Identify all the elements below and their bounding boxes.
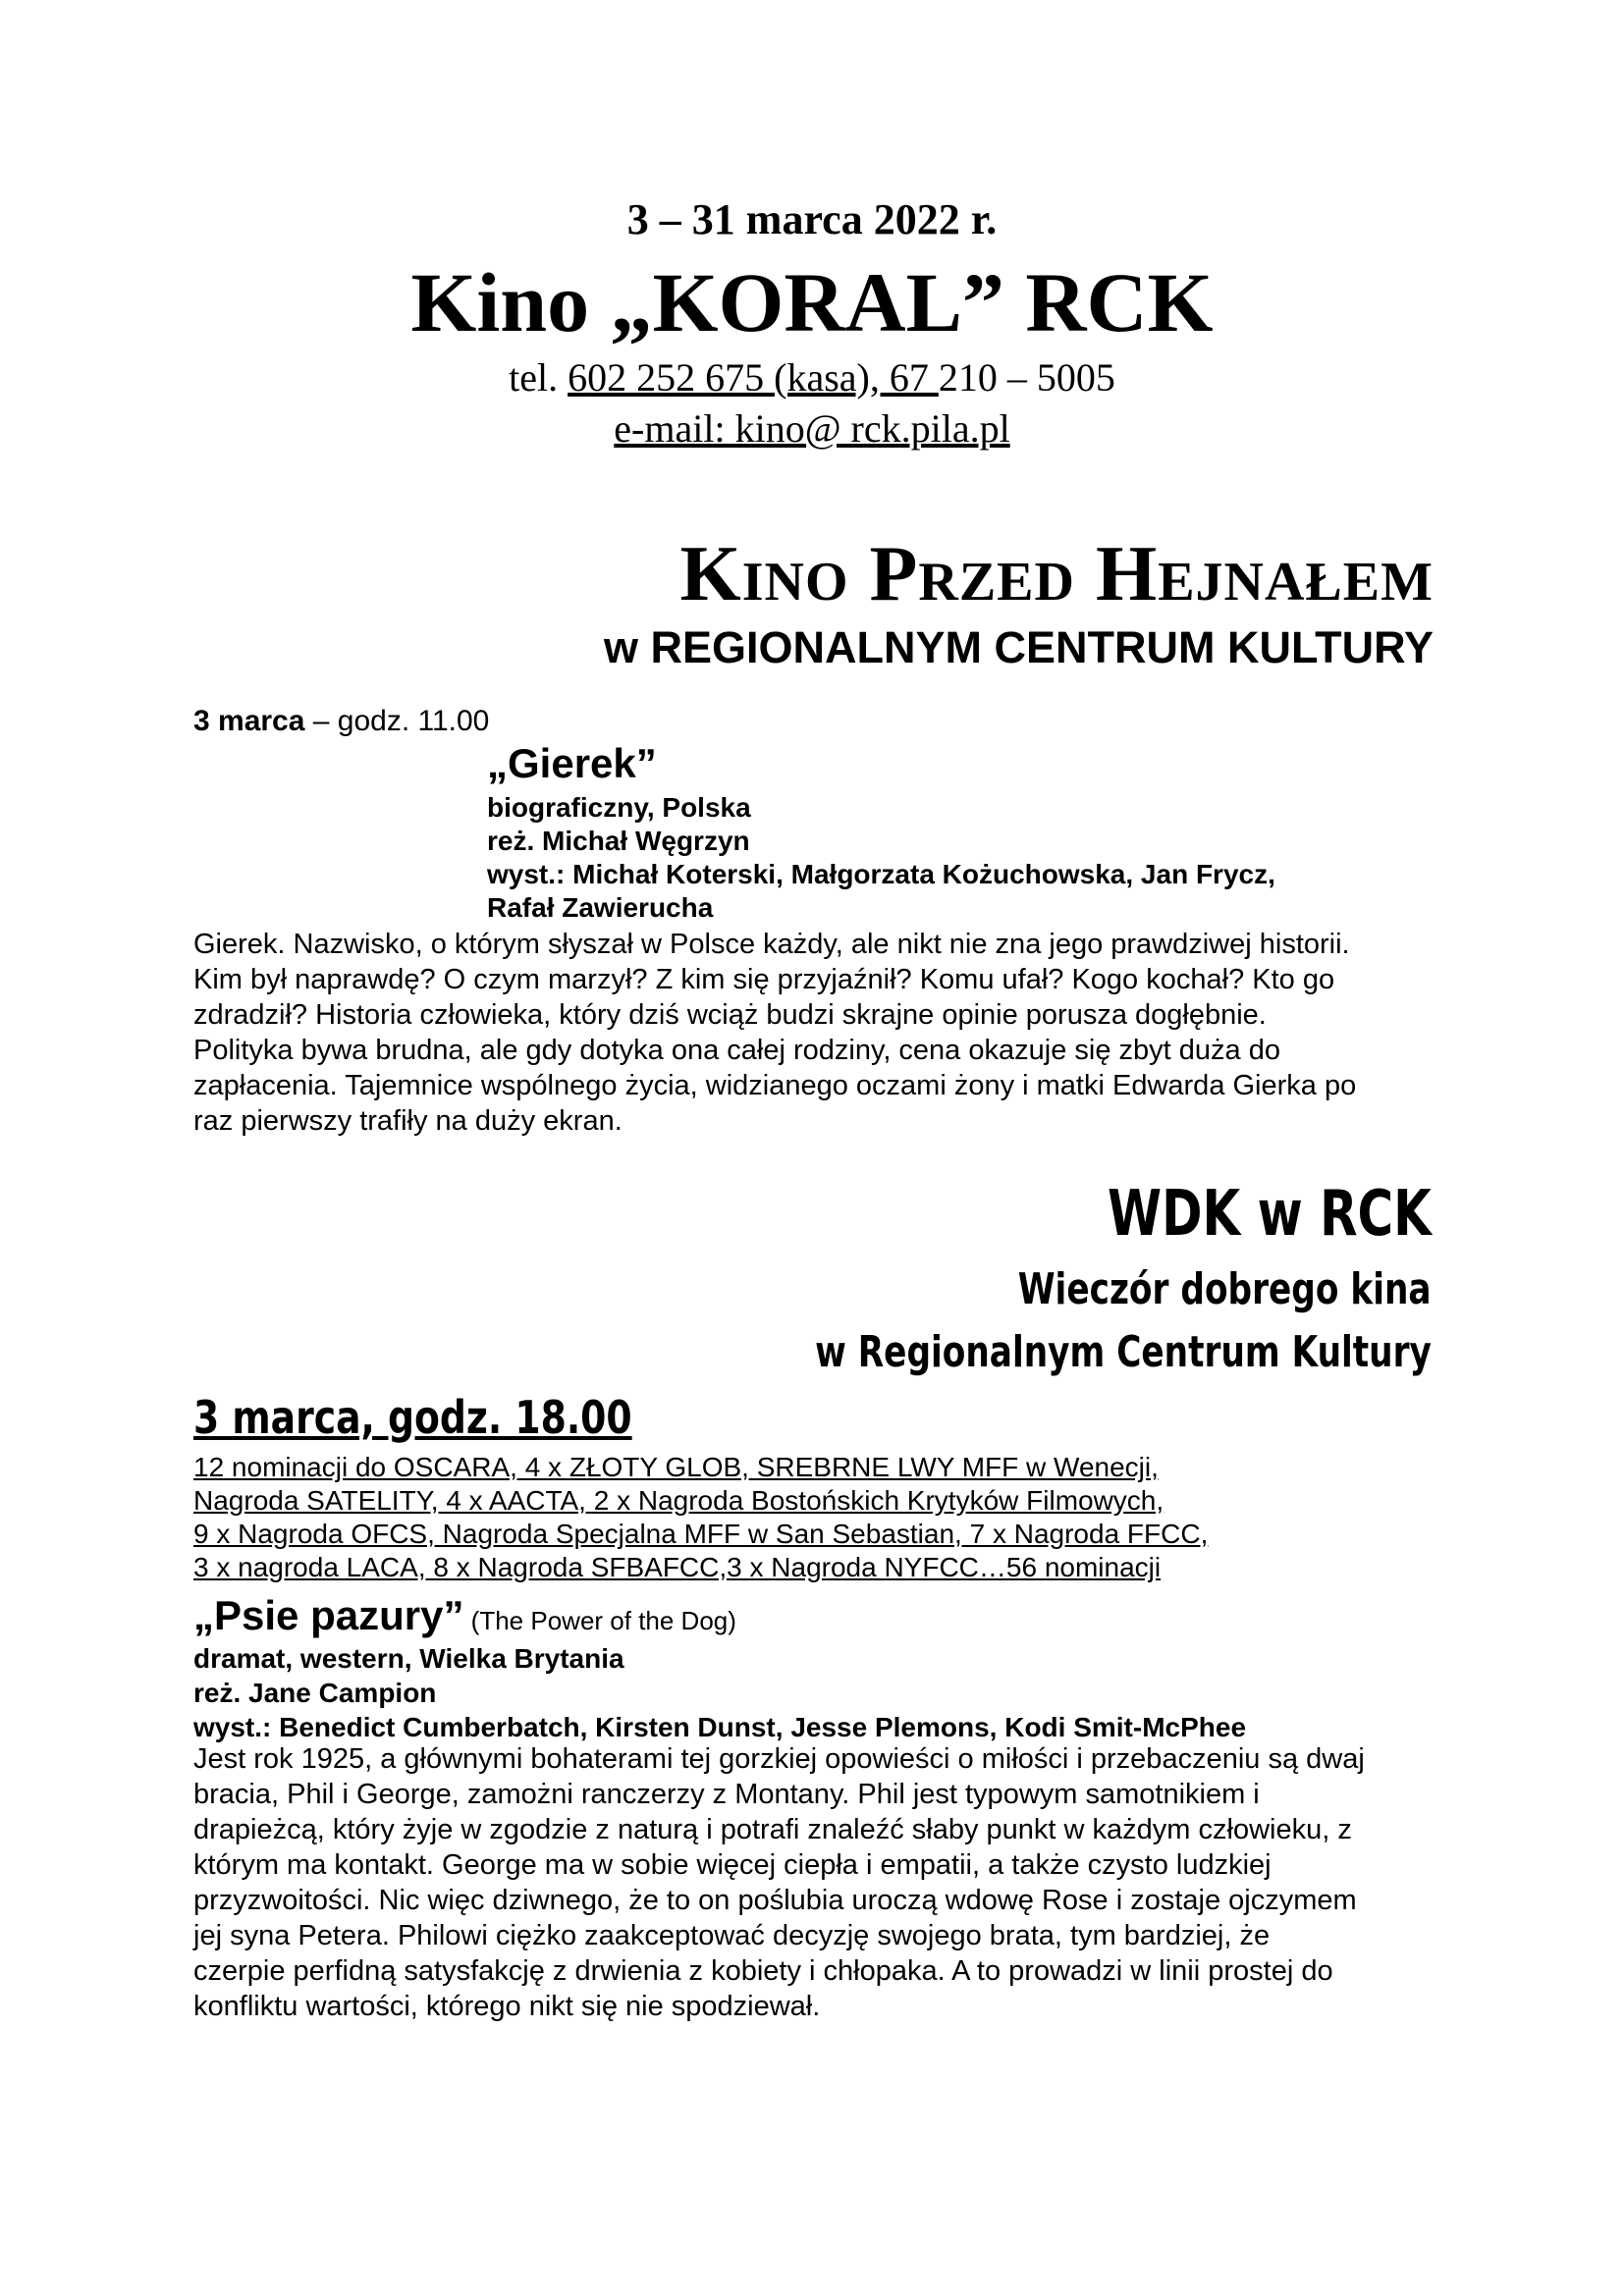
film-meta-gierek [487,791,1275,925]
section-title-wdk: WDK w RCK [1108,1178,1432,1251]
section-subtitle-wdk-1: Wieczór dobrego kina [1018,1264,1432,1314]
film-genre: dramat, western, Wielka Brytania [193,1643,624,1674]
section-subtitle-wdk-2: w Regionalnym Centrum Kultury [815,1327,1432,1377]
phone-prefix: tel. [509,355,568,400]
film-title-psie-pazury [193,1590,736,1646]
description-line: drapieżcą, który żyje w zgodzie z naturą i potrafi znaleźć słaby punkt w każdym człowieku, z [193,1814,1352,1845]
description-line: przyzwoitości. Nic więc dziwnego, że to on poślubia uroczą wdowę Rose i zostaje ojczymem [193,1885,1357,1916]
description-line: Jest rok 1925, a głównymi bohaterami tej gorzkiej opowieści o miłości i przebaczeniu są dwaj [193,1743,1365,1775]
description-line: zdradził? Historia człowieka, który dziś wciąż budzi skrajne opinie porusza dogłębnie. [193,999,1267,1031]
description-line: raz pierwszy trafiły na duży ekran. [193,1105,623,1137]
screening-date-2: 3 marca, godz. 18.00 [193,1391,632,1444]
description-line: zapłacenia. Tajemnice wspólnego życia, widzianego oczami żony i matki Edwarda Gierka po [193,1070,1357,1101]
screening-date-1-day: 3 marca [193,705,305,737]
film-description-gierek [193,927,1356,1139]
cinema-name: Kino „KORAL” RCK [410,255,1214,349]
description-line: którym ma kontakt. George ma w sobie więcej ciepła i empatii, a także czysto ludzkiej [193,1849,1272,1881]
section-subtitle-kph: w REGIONALNYM CENTRUM KULTURY [604,622,1434,672]
film-director: reż. Jane Campion [193,1678,437,1708]
awards-line: 12 nominacji do OSCARA, 4 x ZŁOTY GLOB, SREBRNE LWY MFF w Wenecji, [193,1452,1159,1482]
awards-list [193,1451,1208,1584]
awards-line: 9 x Nagroda OFCS, Nagroda Specjalna MFF w San Sebastian, 7 x Nagroda FFCC, [193,1519,1209,1549]
description-line: czerpie perfidną satysfakcję z drwienia z kobiety i chłopaka. A to prowadzi w linii prostej do [193,1955,1333,1987]
phone-number-link[interactable]: 602 252 675 (kasa), 67 [568,355,939,400]
film-genre: biograficzny, Polska [487,792,751,823]
film-cast: wyst.: Benedict Cumberbatch, Kirsten Dunst, Jesse Plemons, Kodi Smit-McPhee [193,1712,1247,1742]
description-line: Kim był naprawdę? O czym marzył? Z kim się przyjaźnił? Komu ufał? Kogo kochał? Kto go [193,964,1335,995]
phone-suffix: 210 – 5005 [938,355,1115,400]
section-title-kph: Kino Przed Hejnałem [679,531,1434,617]
email-link[interactable]: e-mail: kino@ rck.pila.pl [614,406,1010,451]
awards-line: Nagroda SATELITY, 4 x AACTA, 2 x Nagroda Bostońskich Krytyków Filmowych, [193,1485,1164,1516]
awards-line: 3 x nagroda LACA, 8 x Nagroda SFBAFCC,3 x Nagroda NYFCC…56 nominacji [193,1552,1162,1582]
film-cast: wyst.: Michał Koterski, Małgorzata Kożuchowska, Jan Frycz, [487,859,1275,889]
date-range: 3 – 31 marca 2022 r. [626,195,998,243]
film-description-psie-pazury [193,1741,1365,2024]
description-line: konfliktu wartości, którego nikt się nie spodziewał. [193,1991,821,2022]
description-line: Gierek. Nazwisko, o którym słyszał w Polsce każdy, ale nikt nie zna jego prawdziwej historii. [193,929,1350,960]
film-director: reż. Michał Węgrzyn [487,826,750,856]
phone-line [0,353,1624,402]
film-title-gierek: „Gierek” [487,740,657,786]
description-line: Polityka bywa brudna, ale gdy dotyka ona całej rodziny, cena okazuje się zbyt duża do [193,1035,1280,1066]
description-line: jej syna Petera. Philowi ciężko zaakceptować decyzję swojego brata, tym bardziej, że [193,1920,1271,1951]
film-original-title: (The Power of the Dog) [463,1606,736,1635]
screening-date-1 [193,703,489,740]
screening-date-1-time: – godz. 11.00 [304,705,490,737]
film-meta-psie-pazury [193,1641,1246,1744]
film-cast-continued: Rafał Zawierucha [487,892,714,923]
film-title-text: „Psie pazury” [193,1592,464,1638]
description-line: bracia, Phil i George, zamożni ranczerzy z Montany. Phil jest typowym samotnikiem i [193,1779,1260,1810]
